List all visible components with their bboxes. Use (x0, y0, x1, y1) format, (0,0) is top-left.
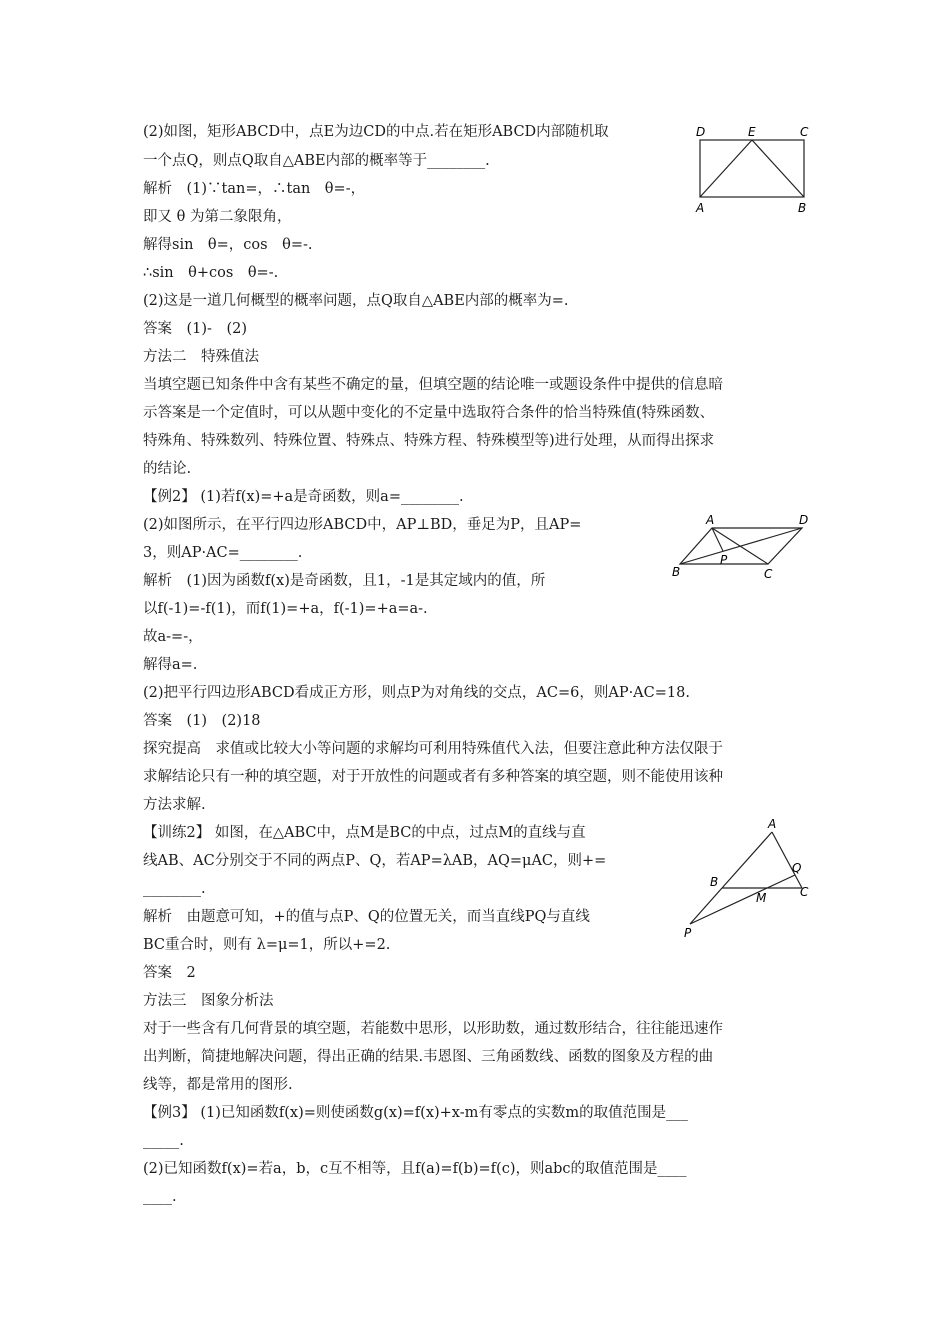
text-line: 线AB、AC分别交于不同的两点P、Q，若AP=λAB，AQ=μAC，则+= (143, 853, 607, 869)
text-line: 线等，都是常用的图形. (143, 1077, 293, 1093)
text-line: ____. (143, 1189, 177, 1205)
parallelogram-figure (668, 508, 818, 583)
label-d: D (696, 125, 706, 139)
text-line: _____. (143, 1133, 184, 1149)
segment-eb (752, 140, 804, 197)
text-line: 一个点Q，则点Q取自△ABE内部的概率等于________. (143, 153, 490, 169)
text-line: 解析 由题意可知，+的值与点P、Q的位置无关，而当直线PQ与直线 (143, 909, 590, 925)
answer-line: 答案 (1)- (2) (143, 321, 247, 337)
label-b: B (710, 875, 719, 889)
label-e: E (748, 125, 756, 139)
text-line: 解析 (1)∵tan=，∴tan θ=-， (143, 181, 366, 197)
segment-ae (700, 140, 752, 197)
line-pq (690, 875, 795, 924)
label-d: D (799, 513, 809, 527)
text-line: 即又 θ 为第二象限角， (143, 209, 292, 225)
text-line: 方法求解. (143, 797, 206, 813)
text-line: ________. (143, 881, 206, 897)
text-line: 探究提高 求值或比较大小等问题的求解均可利用特殊值代入法，但要注意此种方法仅限于 (143, 741, 723, 757)
text-line: 出判断，简捷地解决问题，得出正确的结果.韦恩图、三角函数线、函数的图象及方程的曲 (143, 1049, 714, 1065)
text-line: 特殊角、特殊数列、特殊位置、特殊点、特殊方程、特殊模型等)进行处理，从而得出探求 (143, 433, 715, 449)
label-a: A (768, 817, 777, 831)
label-b: B (672, 565, 681, 579)
text-line: 故a-=-， (143, 629, 203, 645)
label-a: A (696, 201, 705, 215)
answer-line: 答案 (1) (2)18 (143, 713, 261, 729)
rectangle-abcd (700, 140, 804, 197)
side-ac (772, 832, 802, 888)
triangle-figure (680, 818, 825, 943)
text-line: 解得sin θ=，cos θ=-. (143, 237, 313, 253)
label-b: B (798, 201, 807, 215)
label-c: C (764, 567, 773, 581)
label-c: C (800, 885, 809, 899)
label-p: P (684, 926, 692, 940)
label-m: M (756, 891, 767, 905)
example-line: 【例2】 (1)若f(x)=+a是奇函数，则a=________. (143, 489, 464, 505)
text-line: (2)这是一道几何概型的概率问题，点Q取自△ABE内部的概率为=. (143, 293, 569, 309)
label-q: Q (792, 861, 802, 875)
rectangle-figure (690, 122, 820, 217)
text-line: (2)如图所示，在平行四边形ABCD中，AP⊥BD，垂足为P，且AP= (143, 517, 582, 533)
text-line: 解得a=. (143, 657, 198, 673)
text-line: 以f(-1)=-f(1)，而f(1)=+a，f(-1)=+a=a-. (143, 601, 428, 617)
text-line: 当填空题已知条件中含有某些不确定的量，但填空题的结论唯一或题设条件中提供的信息暗 (143, 377, 723, 393)
text-line: (2)如图，矩形ABCD中，点E为边CD的中点.若在矩形ABCD内部随机取 (143, 124, 609, 140)
text-line: 示答案是一个定值时，可以从题中变化的不定量中选取符合条件的恰当特殊值(特殊函数、 (143, 405, 715, 421)
text-line: 3，则AP·AC=________. (143, 545, 303, 561)
label-p: P (720, 553, 728, 567)
section-heading: 方法三 图象分析法 (143, 993, 274, 1009)
example-line: 【训练2】 如图，在△ABC中，点M是BC的中点，过点M的直线与直 (143, 825, 586, 841)
text-line: 对于一些含有几何背景的填空题，若能数中思形，以形助数，通过数形结合，往往能迅速作 (143, 1021, 723, 1037)
text-line: ∴sin θ+cos θ=-. (143, 265, 279, 281)
side-ab (722, 832, 772, 888)
section-heading: 方法二 特殊值法 (143, 349, 259, 365)
text-line: 求解结论只有一种的填空题，对于开放性的问题或者有多种答案的填空题，则不能使用该种 (143, 769, 723, 785)
text-line: (2)已知函数f(x)=若a，b，c互不相等，且f(a)=f(b)=f(c)，则abc的取值范围是____ (143, 1161, 687, 1177)
extension-bp (690, 888, 722, 924)
text-line: 的结论. (143, 461, 192, 477)
text-line: (2)把平行四边形ABCD看成正方形，则点P为对角线的交点，AC=6，则AP·AC=18. (143, 685, 690, 701)
text-line: 解析 (1)因为函数f(x)是奇函数，且1，-1是其定域内的值，所 (143, 573, 546, 589)
example-line: 【例3】 (1)已知函数f(x)=则使函数g(x)=f(x)+x-m有零点的实数m的取值范围是___ (143, 1105, 688, 1121)
text-line: BC重合时，则有 λ=μ=1，所以+=2. (143, 937, 391, 953)
label-c: C (800, 125, 809, 139)
label-a: A (706, 513, 715, 527)
answer-line: 答案 2 (143, 965, 196, 981)
